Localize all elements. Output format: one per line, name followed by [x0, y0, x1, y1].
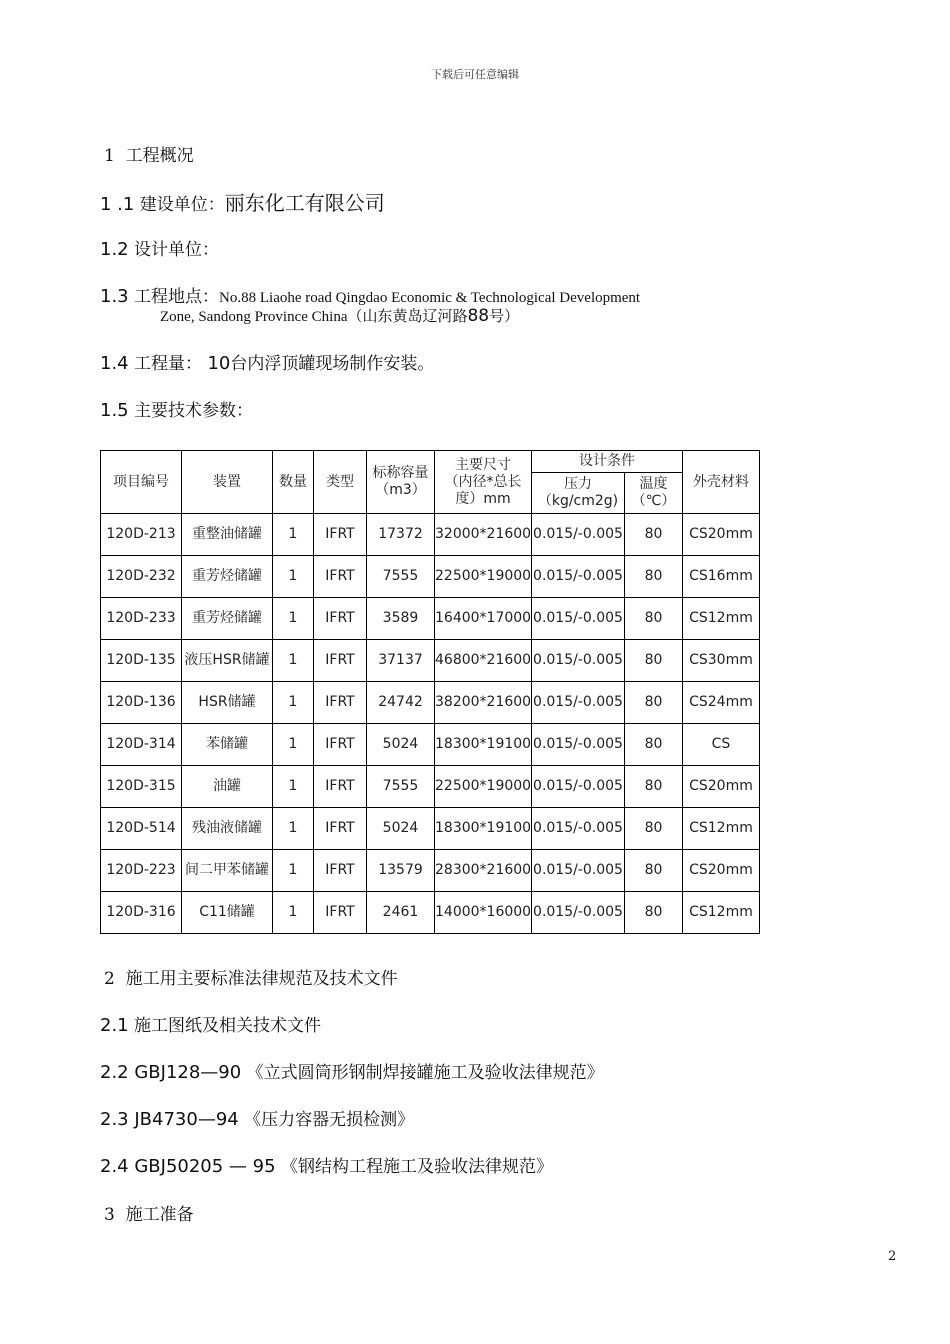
cell-qty: 1: [273, 556, 314, 598]
para-2-4: [100, 1152, 553, 1177]
para-number: 1.3: [100, 286, 129, 307]
address-suffix: 号）: [489, 307, 520, 325]
cell-material: CS20mm: [683, 514, 760, 556]
cell-temp: 80: [625, 766, 683, 808]
cell-material: CS20mm: [683, 850, 760, 892]
address-number: 88: [467, 306, 490, 326]
cell-item-no: 120D-135: [101, 640, 182, 682]
header-temp-line2: （℃）: [631, 493, 676, 509]
cell-size: 28300*21600: [435, 850, 532, 892]
cell-size: 16400*17000: [435, 598, 532, 640]
header-device: 装置: [182, 451, 273, 514]
cell-item-no: 120D-223: [101, 850, 182, 892]
cell-device: HSR储罐: [182, 682, 273, 724]
cell-item-no: 120D-315: [101, 766, 182, 808]
header-pressure: [532, 473, 625, 514]
address-line-1: No.88 Liaohe road Qingdao Economic & Technological Development: [219, 290, 641, 306]
cell-item-no: 120D-233: [101, 598, 182, 640]
cell-device: 重芳烃储罐: [182, 556, 273, 598]
cell-temp: 80: [625, 724, 683, 766]
cell-type: IFRT: [314, 514, 367, 556]
para-2-1: [100, 1011, 321, 1036]
cell-item-no: 120D-232: [101, 556, 182, 598]
cell-capacity: 7555: [367, 766, 435, 808]
cell-size: 22500*19000: [435, 766, 532, 808]
tank-count: 10: [207, 353, 231, 374]
cell-type: IFRT: [314, 598, 367, 640]
standard-title: 《立式圆筒形钢制焊接罐施工及验收法律规范》: [246, 1063, 604, 1083]
header-size-line1: 主要尺寸: [455, 456, 511, 473]
cell-material: CS12mm: [683, 598, 760, 640]
para-2-3: [100, 1105, 414, 1130]
header-material: 外壳材料: [683, 451, 760, 514]
cell-size: 46800*21600: [435, 640, 532, 682]
section-number: 2: [104, 969, 115, 989]
cell-item-no: 120D-316: [101, 892, 182, 934]
cell-size: 22500*19000: [435, 556, 532, 598]
header-size-line3: 度）mm: [455, 490, 511, 507]
table-row: [101, 556, 760, 598]
page-header: 下载后可任意编辑: [431, 68, 519, 81]
cell-device: 油罐: [182, 766, 273, 808]
cell-size: 18300*19100: [435, 808, 532, 850]
para-2-2: [100, 1058, 604, 1083]
cell-device: 残油液储罐: [182, 808, 273, 850]
cell-device: 重整油储罐: [182, 514, 273, 556]
cell-size: 32000*21600: [435, 514, 532, 556]
para-label: 工程量：: [134, 354, 203, 374]
cell-capacity: 24742: [367, 682, 435, 724]
table-row: [101, 808, 760, 850]
cell-qty: 1: [273, 598, 314, 640]
header-item-no: 项目编号: [101, 451, 182, 514]
cell-capacity: 5024: [367, 724, 435, 766]
cell-item-no: 120D-514: [101, 808, 182, 850]
table-row: [101, 682, 760, 724]
cell-capacity: 5024: [367, 808, 435, 850]
header-pressure-line1: 压力: [564, 476, 592, 492]
cell-type: IFRT: [314, 556, 367, 598]
header-capacity: [367, 451, 435, 514]
para-number: 1 .1: [100, 194, 135, 215]
section-title: 施工准备: [125, 1205, 194, 1225]
section-1-heading: [104, 141, 194, 166]
cell-temp: 80: [625, 808, 683, 850]
para-label: 设计单位：: [134, 240, 220, 260]
cell-qty: 1: [273, 892, 314, 934]
cell-pressure: 0.015/-0.005: [532, 640, 625, 682]
header-temp: [625, 473, 683, 514]
section-title: 工程概况: [125, 146, 194, 166]
cell-pressure: 0.015/-0.005: [532, 598, 625, 640]
para-label: 工程地点：: [134, 287, 220, 307]
para-number: 1.5: [100, 400, 129, 421]
cell-qty: 1: [273, 682, 314, 724]
cell-type: IFRT: [314, 724, 367, 766]
table-row: [101, 640, 760, 682]
cell-device: C11储罐: [182, 892, 273, 934]
standard-code: 2.2 GBJ128—90: [100, 1062, 242, 1083]
cell-capacity: 13579: [367, 850, 435, 892]
header-design: 设计条件: [532, 451, 683, 473]
header-qty: 数量: [273, 451, 314, 514]
cell-type: IFRT: [314, 682, 367, 724]
cell-qty: 1: [273, 640, 314, 682]
cell-temp: 80: [625, 682, 683, 724]
cell-qty: 1: [273, 766, 314, 808]
cell-capacity: 37137: [367, 640, 435, 682]
page-number: 2: [888, 1249, 897, 1264]
cell-capacity: 2461: [367, 892, 435, 934]
table-row: [101, 892, 760, 934]
section-number: 3: [104, 1205, 115, 1225]
para-1-4: [100, 349, 434, 374]
standard-title: 《钢结构工程施工及验收法律规范》: [280, 1157, 553, 1177]
cell-type: IFRT: [314, 892, 367, 934]
para-value: 丽东化工有限公司: [224, 191, 385, 215]
cell-pressure: 0.015/-0.005: [532, 766, 625, 808]
para-number: 2.1: [100, 1015, 129, 1036]
standard-code: 2.3 JB4730—94: [100, 1109, 239, 1130]
cell-temp: 80: [625, 640, 683, 682]
cell-pressure: 0.015/-0.005: [532, 514, 625, 556]
cell-material: CS16mm: [683, 556, 760, 598]
section-title: 施工用主要标准法律规范及技术文件: [125, 969, 398, 989]
table-row: [101, 598, 760, 640]
cell-temp: 80: [625, 598, 683, 640]
cell-size: 18300*19100: [435, 724, 532, 766]
cell-device: 液压HSR储罐: [182, 640, 273, 682]
cell-material: CS: [683, 724, 760, 766]
table-row: [101, 514, 760, 556]
cell-size: 38200*21600: [435, 682, 532, 724]
cell-qty: 1: [273, 724, 314, 766]
header-pressure-line2: （kg/cm2g): [537, 493, 619, 509]
cell-type: IFRT: [314, 850, 367, 892]
cell-device: 重芳烃储罐: [182, 598, 273, 640]
para-1-3: [100, 282, 640, 307]
cell-material: CS20mm: [683, 766, 760, 808]
header-size-line2: （内径*总长: [444, 473, 522, 490]
para-text: 施工图纸及相关技术文件: [134, 1016, 322, 1036]
cell-device: 苯储罐: [182, 724, 273, 766]
tech-params-table: [100, 450, 760, 934]
cell-material: CS12mm: [683, 808, 760, 850]
para-number: 1.2: [100, 239, 129, 260]
cell-temp: 80: [625, 850, 683, 892]
cell-pressure: 0.015/-0.005: [532, 808, 625, 850]
cell-temp: 80: [625, 892, 683, 934]
table-row: [101, 850, 760, 892]
table-row: [101, 724, 760, 766]
cell-size: 14000*16000: [435, 892, 532, 934]
header-type: 类型: [314, 451, 367, 514]
cell-type: IFRT: [314, 640, 367, 682]
cell-capacity: 3589: [367, 598, 435, 640]
cell-temp: 80: [625, 556, 683, 598]
standard-code: 2.4 GBJ50205 — 95: [100, 1156, 276, 1177]
cell-item-no: 120D-314: [101, 724, 182, 766]
table-row: [101, 766, 760, 808]
cell-capacity: 17372: [367, 514, 435, 556]
para-1-5: [100, 396, 253, 421]
para-label: 主要技术参数：: [134, 401, 254, 421]
para-1-1: [100, 187, 385, 216]
section-3-heading: [104, 1200, 194, 1225]
header-temp-line1: 温度: [639, 476, 668, 492]
section-2-heading: [104, 964, 398, 989]
cell-qty: 1: [273, 808, 314, 850]
cell-material: CS24mm: [683, 682, 760, 724]
header-capacity-line2: （m3）: [375, 482, 426, 498]
cell-material: CS12mm: [683, 892, 760, 934]
address-line-2: [160, 305, 519, 326]
cell-item-no: 120D-213: [101, 514, 182, 556]
address-text: Zone, Sandong Province China（山东黄岛辽河路: [160, 309, 468, 325]
header-size: [435, 451, 532, 514]
cell-type: IFRT: [314, 808, 367, 850]
para-text: 台内浮顶罐现场制作安装。: [230, 354, 435, 374]
section-number: 1: [104, 146, 115, 166]
cell-temp: 80: [625, 514, 683, 556]
para-1-2: [100, 235, 219, 260]
cell-capacity: 7555: [367, 556, 435, 598]
para-number: 1.4: [100, 353, 129, 374]
cell-pressure: 0.015/-0.005: [532, 850, 625, 892]
cell-pressure: 0.015/-0.005: [532, 892, 625, 934]
standard-title: 《压力容器无损检测》: [244, 1110, 415, 1130]
cell-pressure: 0.015/-0.005: [532, 682, 625, 724]
cell-pressure: 0.015/-0.005: [532, 724, 625, 766]
cell-item-no: 120D-136: [101, 682, 182, 724]
cell-qty: 1: [273, 850, 314, 892]
header-capacity-line1: 标称容量: [372, 465, 429, 481]
para-label: 建设单位：: [139, 195, 225, 215]
cell-qty: 1: [273, 514, 314, 556]
cell-device: 间二甲苯储罐: [182, 850, 273, 892]
cell-type: IFRT: [314, 766, 367, 808]
cell-pressure: 0.015/-0.005: [532, 556, 625, 598]
cell-material: CS30mm: [683, 640, 760, 682]
